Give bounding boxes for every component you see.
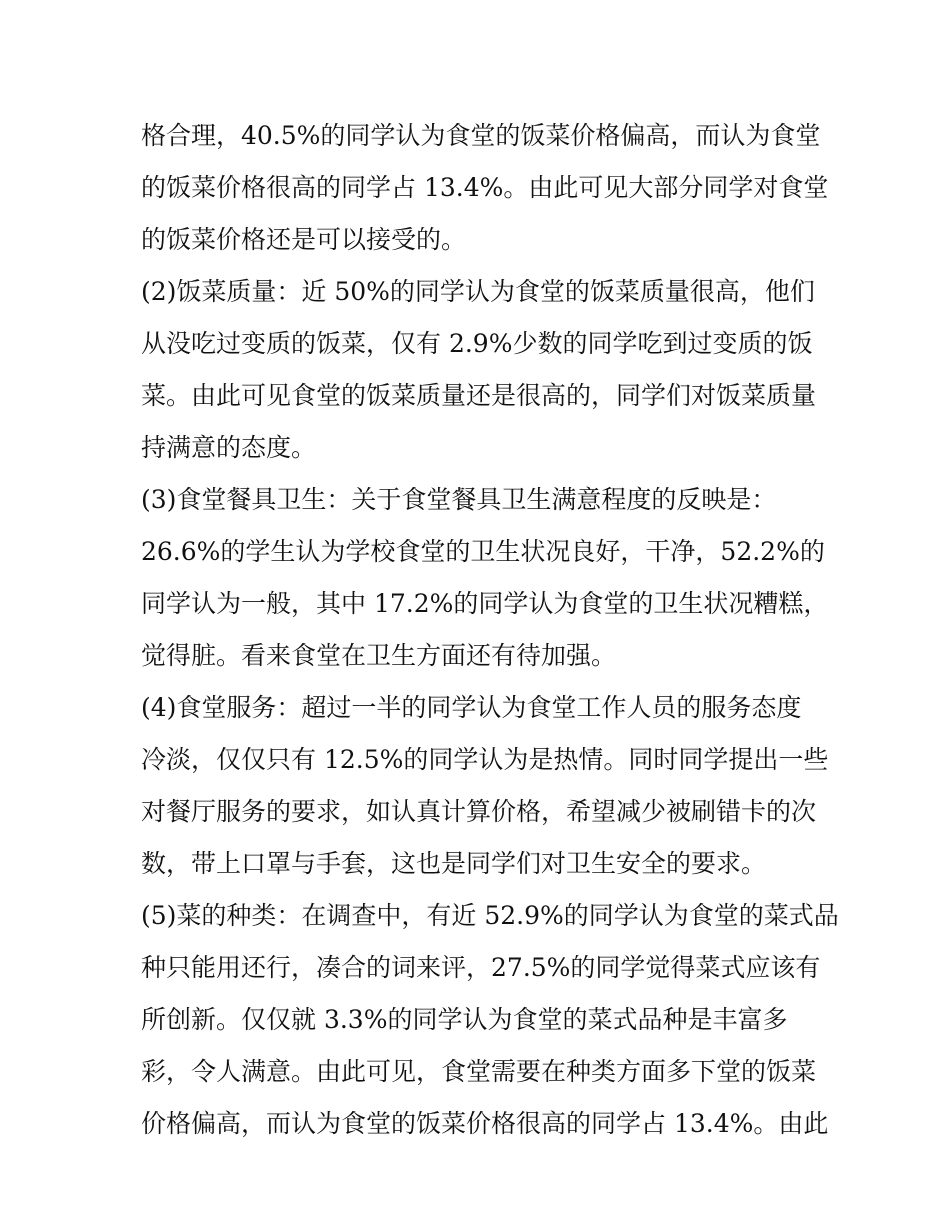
text-line: 菜。由此可见食堂的饭菜质量还是很高的，同学们对饭菜质量 xyxy=(141,381,817,410)
text-line: 持满意的态度。 xyxy=(141,433,317,462)
text-line: 觉得脏。看来食堂在卫生方面还有待加强。 xyxy=(141,641,617,670)
text-line: (5)菜的种类：在调查中，有近 52.9%的同学认为食堂的菜式品 xyxy=(141,901,839,930)
text-line: 数，带上口罩与手套，这也是同学们对卫生安全的要求。 xyxy=(141,849,767,878)
text-line: 同学认为一般，其中 17.2%的同学认为食堂的卫生状况糟糕， xyxy=(141,589,829,618)
text-line: 的饭菜价格还是可以接受的。 xyxy=(141,225,467,254)
text-line: (2)饭菜质量：近 50%的同学认为食堂的饭菜质量很高，他们 xyxy=(141,277,815,306)
text-line: 的饭菜价格很高的同学占 13.4%。由此可见大部分同学对食堂 xyxy=(141,173,829,202)
text-line: 对餐厅服务的要求，如认真计算价格，希望减少被刷错卡的次 xyxy=(141,797,817,826)
body-text xyxy=(141,110,839,1150)
text-line: 冷淡，仅仅只有 12.5%的同学认为是热情。同时同学提出一些 xyxy=(141,745,829,774)
text-line: 所创新。仅仅就 3.3%的同学认为食堂的菜式品种是丰富多 xyxy=(141,1005,788,1034)
text-line: (3)食堂餐具卫生：关于食堂餐具卫生满意程度的反映是： xyxy=(141,485,777,514)
text-line: 格合理，40.5%的同学认为食堂的饭菜价格偏高，而认为食堂 xyxy=(141,121,821,150)
text-line: 价格偏高，而认为食堂的饭菜价格很高的同学占 13.4%。由此 xyxy=(141,1109,829,1138)
text-line: 种只能用还行，凑合的词来评，27.5%的同学觉得菜式应该有 xyxy=(141,953,821,982)
text-line: 彩，令人满意。由此可见，食堂需要在种类方面多下堂的饭菜 xyxy=(141,1057,817,1086)
text-line: 26.6%的学生认为学校食堂的卫生状况良好，干净，52.2%的 xyxy=(141,537,825,566)
text-line: (4)食堂服务：超过一半的同学认为食堂工作人员的服务态度 xyxy=(141,693,802,722)
text-line: 从没吃过变质的饭菜，仅有 2.9%少数的同学吃到过变质的饭 xyxy=(141,329,813,358)
